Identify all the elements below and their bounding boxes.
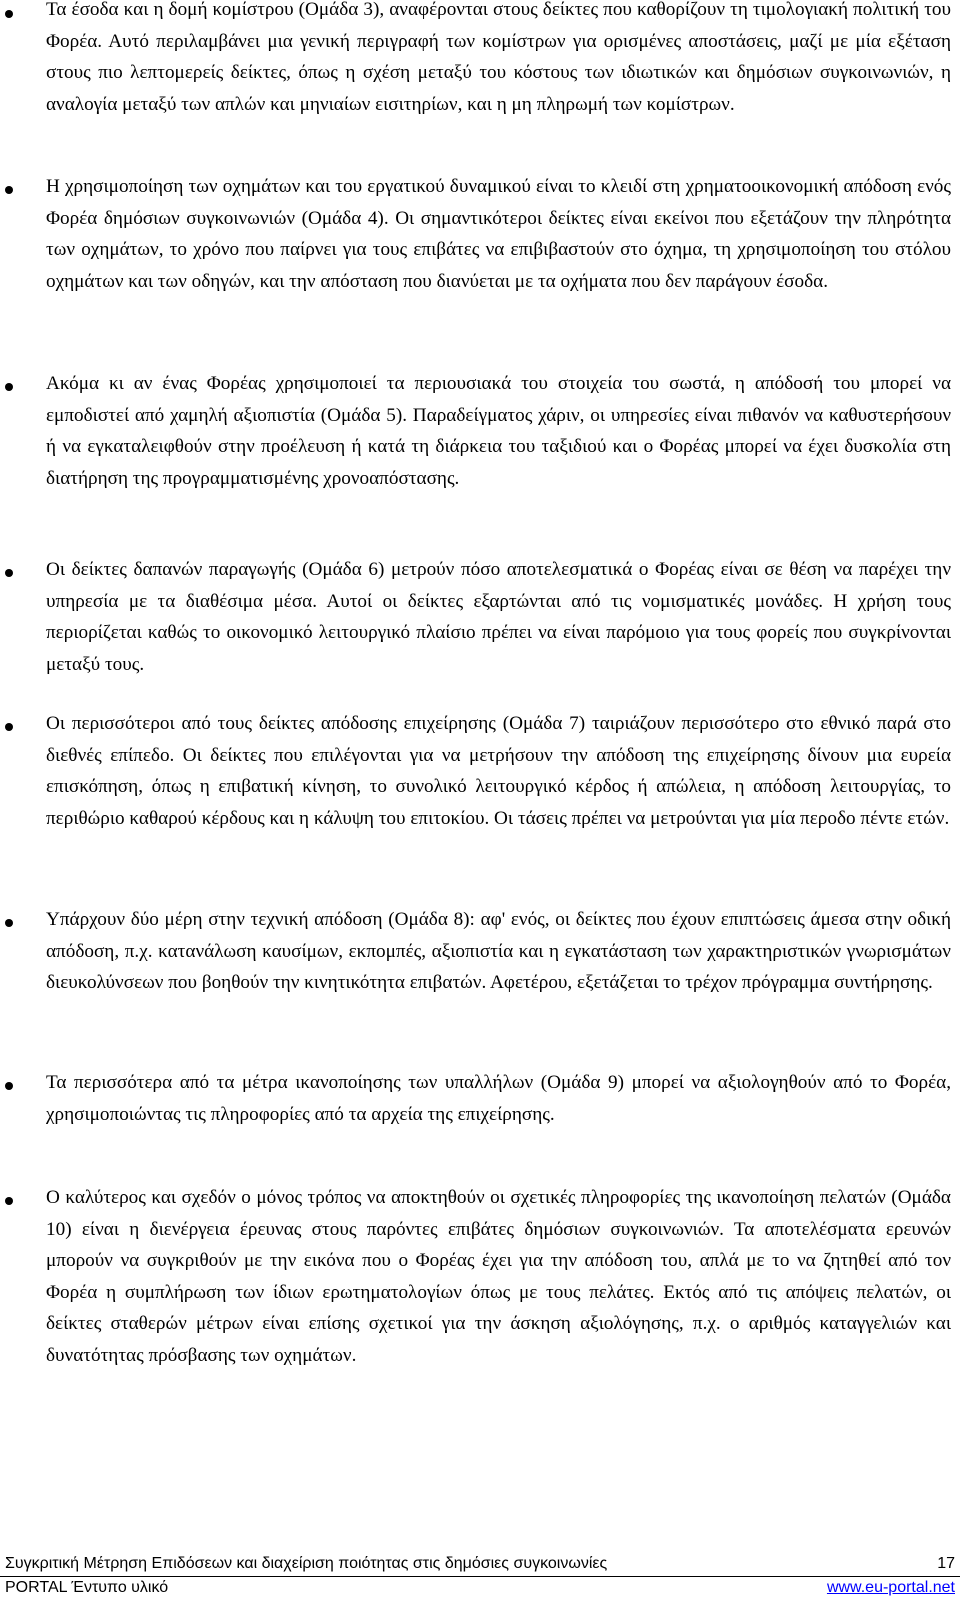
- portal-label: PORTAL Έντυπο υλικό: [5, 1579, 169, 1596]
- bullet-text: Οι περισσότεροι από τους δείκτες απόδοσης επιχείρησης (Ομάδα 7) ταιριάζουν περισσότερο στο εθνικό παρά στο διεθνές επίπεδο. Οι δείκτες που επιλέγονται για να μετρήσουν την απόδοση της επιχείρησης δίνουν μια ευρεία επισκόπηση, όπως η επιβατική κίνηση, το συνολικό λειτουργικό κέρδος ή απώλεια, η απόδοση λειτουργίας, το περιθώριο καθαρού κέρδους και η κάλυψη του επιτοκίου. Οι τάσεις πρέπει να μετρούνται για μία περοδο πέντε ετών.: [46, 713, 951, 829]
- page-number: 17: [937, 1555, 955, 1572]
- bullet-icon: [5, 10, 13, 18]
- website-link[interactable]: www.eu-portal.net: [826, 1579, 955, 1596]
- bullet-text: Υπάρχουν δύο μέρη στην τεχνική απόδοση (Ομάδα 8): αφ' ενός, οι δείκτες που έχουν επιπτώσεις άμεσα στην οδική απόδοση, π.χ. κατανάλωση καυσίμων, εκπομπές, αξιοπιστία και η εγκατάσταση των χαρακτηριστικών γνωρισμάτων διευκολύνσεων που βοηθούν την κινητικότητα επιβατών. Αφετέρου, εξετάζεται το τρέχον πρόγραμμα συντήρησης.: [46, 909, 951, 994]
- bullet-icon: [5, 1197, 13, 1205]
- bullet-text: Ακόμα κι αν ένας Φορέας χρησιμοποιεί τα περιουσιακά του στοιχεία του σωστά, η απόδοσή του μπορεί να εμποδιστεί από χαμηλή αξιοπιστία (Ομάδα 5). Παραδείγματος χάριν, οι υπηρεσίες είναι πιθανόν να καθυστερήσουν ή να εγκαταλειφθούν στην προέλευση ή κατά τη διάρκεια του ταξιδιού και ο Φορέας μπορεί να έχει δυσκολία στη διατήρηση της προγραμματισμένης χρονοαπόστασης.: [46, 373, 951, 489]
- bullet-text: Τα έσοδα και η δομή κομίστρου (Ομάδα 3), αναφέρονται στους δείκτες που καθορίζουν τη τιμολογιακή πολιτική του Φορέα. Αυτό περιλαμβάνει μια γενική περιγραφή των κομίστρων για ορισμένες αποστάσεις, μαζί με μία εξέταση στους πιο λεπτομερείς δείκτες, όπως η σχέση μεταξύ του κόστους των ιδιωτικών και δημόσιων συγκοινωνιών, η αναλογία μεταξύ των απλών και μηνιαίων εισιτηρίων, και η μη πληρωμή των κομίστρων.: [46, 0, 951, 115]
- footer-title: Συγκριτική Μέτρηση Επιδόσεων και διαχείριση ποιότητας στις δημόσιες συγκοινωνίες: [5, 1555, 608, 1572]
- bullet-text: Οι δείκτες δαπανών παραγωγής (Ομάδα 6) μετρούν πόσο αποτελεσματικά ο Φορέας είναι σε θέση να παρέχει την υπηρεσία με τα διαθέσιμα μέσα. Αυτοί οι δείκτες εξαρτώνται από τις νομισματικές μονάδες. Η χρήση τους περιορίζεται καθώς το οικονομικό λειτουργικό πλαίσιο πρέπει να είναι παρόμοιο για τους φορείς που συγκρίνονται μεταξύ τους.: [46, 559, 951, 675]
- footer-portal-row: [5, 1579, 955, 1599]
- bullet-icon: [5, 1082, 13, 1090]
- bullet-icon: [5, 186, 13, 194]
- footer-title-row: [5, 1555, 955, 1577]
- bullet-icon: [5, 919, 13, 927]
- bullet-text: Η χρησιμοποίηση των οχημάτων και του εργατικού δυναμικού είναι το κλειδί στη χρηματοοικονομική απόδοση ενός Φορέα δημόσιων συγκοινωνιών (Ομάδα 4). Οι σημαντικότεροι δείκτες είναι εκείνοι που εξετάζουν την πληρότητα των οχημάτων, το χρόνο που παίρνει για τους επιβάτες να επιβιβαστούν στο όχημα, τη χρησιμοποίηση του στόλου οχημάτων και των οδηγών, και την απόσταση που διανύεται με τα οχήματα που δεν παράγουν έσοδα.: [46, 176, 951, 292]
- bullet-icon: [5, 569, 13, 577]
- bullet-text: Ο καλύτερος και σχεδόν ο μόνος τρόπος να αποκτηθούν οι σχετικές πληροφορίες της ικανοποίηση πελατών (Ομάδα 10) είναι η διενέργεια έρευνας στους παρόντες επιβάτες δημόσιων συγκοινωνιών. Τα αποτελέσματα ερευνών μπορούν να συγκριθούν με την εικόνα που ο Φορέας έχει για την απόδοση του, απλά με το να ζητηθεί από τον Φορέα η συμπλήρωση των ίδιων ερωτηματολογίων όπως με τους πελάτες. Εκτός από τις απόψεις πελατών, οι δείκτες σταθερών μέτρων είναι επίσης σχετικοί για την άσκηση αξιολόγησης, π.χ. ο αριθμός καταγγελιών και δυνατότητας πρόσβασης των οχημάτων.: [46, 1187, 951, 1366]
- bullet-text: Τα περισσότερα από τα μέτρα ικανοποίησης των υπαλλήλων (Ομάδα 9) μπορεί να αξιολογηθούν από το Φορέα, χρησιμοποιώντας τις πληροφορίες από τα αρχεία της επιχείρησης.: [46, 1072, 951, 1125]
- footer-divider: [0, 1576, 960, 1577]
- bullet-icon: [5, 723, 13, 731]
- bullet-icon: [5, 383, 13, 391]
